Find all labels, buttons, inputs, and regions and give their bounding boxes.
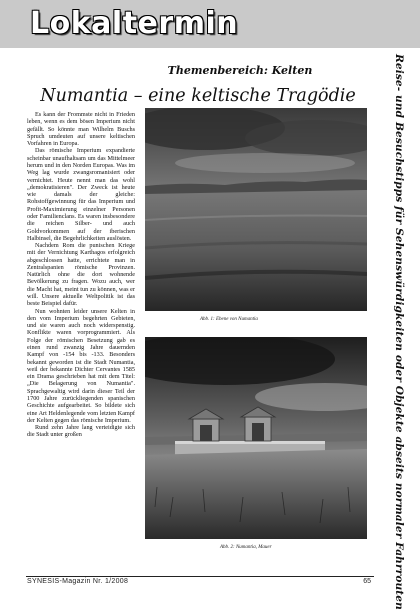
sidebar bbox=[378, 48, 420, 610]
page-footer bbox=[0, 574, 420, 594]
photo-numantia-wall bbox=[145, 337, 367, 539]
page-number: 65 bbox=[363, 578, 371, 585]
footer-divider bbox=[26, 576, 374, 577]
photo-plain-of-numantia bbox=[145, 108, 367, 311]
sidebar-text: Reise- und Besuchstipps für Sehenswürdigkeiten oder Objekte abseits normaler Fahrrouten bbox=[393, 54, 405, 610]
article-headline: Numantia – eine keltische Tragödie bbox=[40, 86, 356, 106]
header-band bbox=[0, 0, 420, 48]
paragraph: Es kann der Frommste nicht in Frieden leben, wenn es dem bösen Imperium nicht gefällt. So könnte man Wilhelm Buschs Spruch umdeuten auf unsere keltischen Vorfahren in Europa. bbox=[27, 111, 135, 148]
article-kicker: Themenbereich: Kelten bbox=[167, 64, 313, 77]
paragraph: Nun wohnten leider unsere Kelten in den vom Imperium begehrten Gebieten, und sie waren auch noch widerspenstig. Konflikte waren vorprogrammiert. Als Folge der römischen Besetzung gab es einen rund zwanzig Jahre dauernden Kampf von -154 bis -133. Besonders bekannt geworden ist die Stadt Numantia, weil der bekannte Dichter Cervantes 1585 ein Drama geschrieben hat mit dem Titel: „Die Belagerung von Numantia". Sprachgewaltig wird darin dieser Teil der 1700 Jahre zurückliegenden spanischen Geschichte aufgearbeitet. So bildete sich eine Art Heldenlegende vom letzten Kampf der Kelten gegen das römische Imperium. bbox=[27, 307, 135, 424]
figure-caption: Abb. 1: Ebene von Numantia bbox=[200, 317, 258, 322]
paragraph: Rund zehn Jahre lang verteidigte sich die Stadt unter großen bbox=[27, 424, 135, 439]
magazine-issue: SYNESIS-Magazin Nr. 1/2008 bbox=[27, 578, 129, 585]
paragraph: Nachdem Rom die punischen Kriege mit der Vernichtung Karthagos erfolgreich abgeschlossen hatte, errichtete man in Zentralspanien römische Provinzen. Natürlich ohne die dort wohnende Bevölkerung zu fragen. Wozu auch, wer die Macht hat, meint tun zu können, was er will. Unsere aktuelle Weltpolitik ist das beste Beispiel dafür. bbox=[27, 242, 135, 308]
body-text-column bbox=[27, 111, 135, 573]
section-title: Lokaltermin bbox=[30, 6, 239, 41]
figure-caption: Abb. 2: Numantia, Mauer bbox=[220, 545, 272, 550]
paragraph: Das römische Imperium expandierte scheinbar unaufhaltsam um das Mittelmeer herum und in den Norden Europas. Was im Weg lag wurde zwangsromanisiert oder vernichtet. Heute nennt man das wohl „demokratisieren". Der Zweck ist heute wie damals der gleiche: Rohstoffgewinnung für das Imperium und Profit-Maximierung einzelner Personen oder Familienclans. Es waren insbesondere die reichen Silber- und auch Goldvorkommen auf der iberischen Halbinsel, die Begehrlichkeiten auslösten. bbox=[27, 147, 135, 242]
